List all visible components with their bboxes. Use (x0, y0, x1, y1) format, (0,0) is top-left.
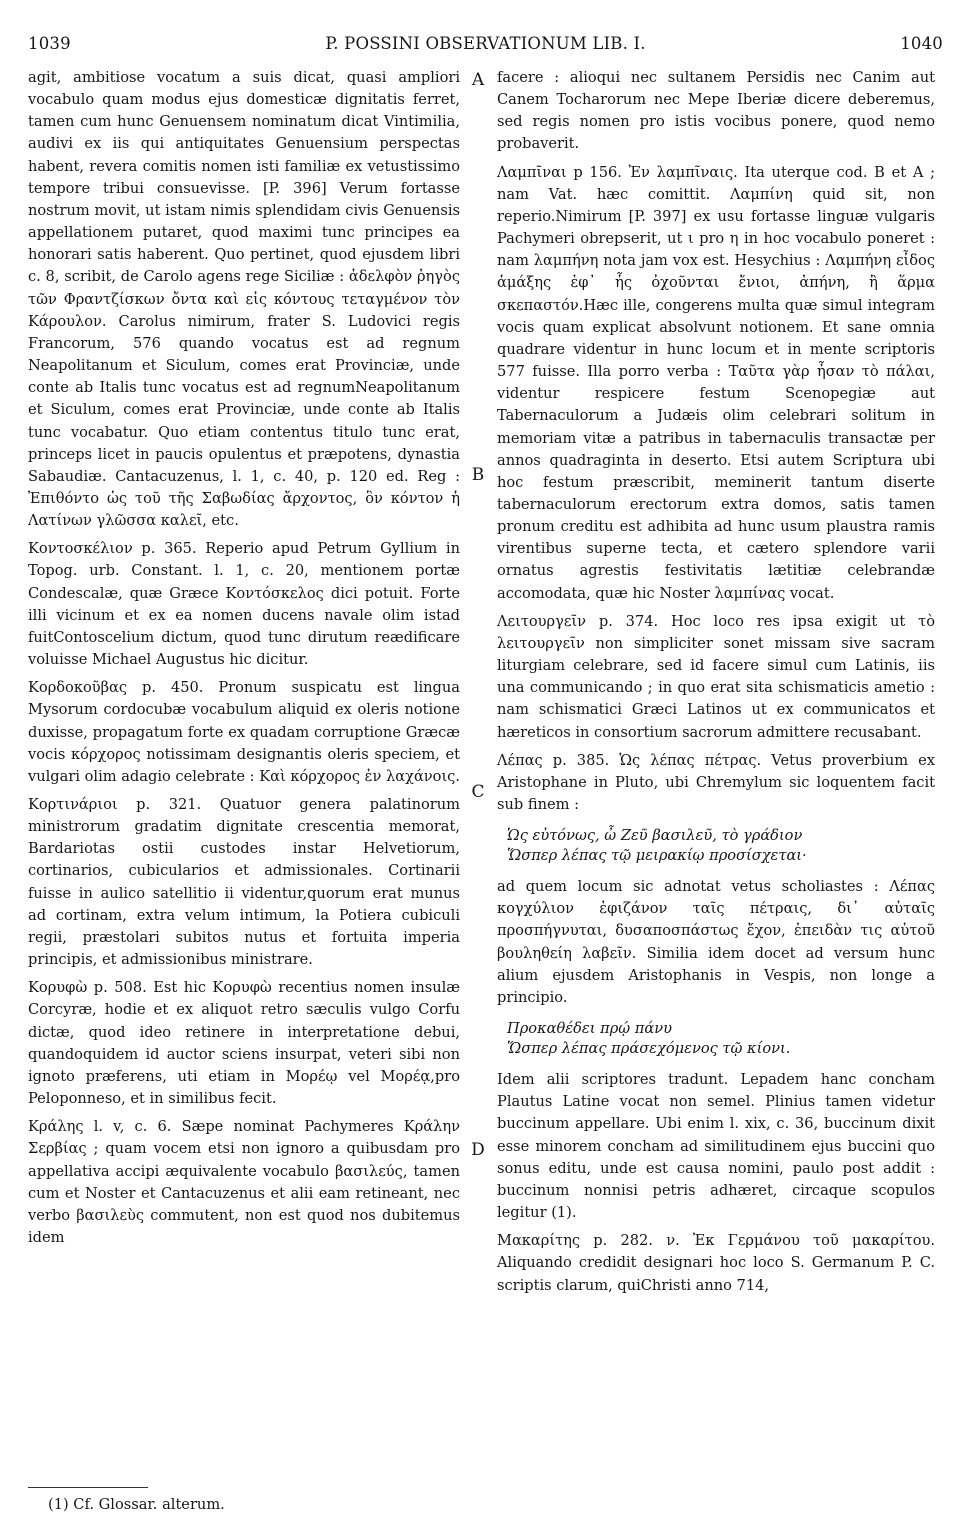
entry-continuation: facere : alioqui nec sultanem Persidis nec Canim aut Canem Tocharorum nec Mepe Iberiæ dicere deberemus, sed regis nomen pro istis vocibus ponere, quod nemo probaverit. (497, 69, 935, 153)
margin-letter-b: B (471, 465, 485, 485)
margin-letter-a: A (471, 70, 485, 90)
verse-pluto: Ὡς εὐτόνως, ὦ Ζεῦ βασιλεῦ, τὸ γράδιον Ὥσπερ λέπας τῷ μειρακίῳ προσίσχεται· (507, 827, 807, 865)
entry-lepadem: Idem alii scriptores tradunt. Lepadem hanc concham Plautus Latine vocat non semel. Plinius tamen videtur buccinum appellare. Ubi enim l. xix, c. 36, buccinum dixit esse minorem concham ad similitudinem ejus buccini quo sonus editu, unde est causa nomini, paulo post addit : buccinum nonnisi petris adhæret, circaque scopulos legitur (1). (497, 1071, 935, 1222)
entry-kontoskelion: Κοντοσκέλιον p. 365. Reperio apud Petrum Gyllium in Topog. urb. Constant. l. 1, c. 20, mentionem portæ Condescalæ, quæ Græce Κοντόσκελος dici potuit. Forte illi vicinum et ex ea nomen ducens navale olim istad fuitContoscelium dictum, quod tunc dirutum reædificare voluisse Michael Augustus hic dicitur. (28, 540, 460, 669)
right-column (497, 67, 935, 1297)
verse-vespis: Προκαθέδει πρῴ πάνυ Ὥσπερ λέπας πράσεχόμενος τῷ κίονι. (507, 1020, 791, 1058)
page-header (28, 34, 943, 60)
running-title: P. POSSINI OBSERVATIONUM LIB. I. (325, 34, 646, 53)
entry-kordokoubas: Κορδοκοῦβας p. 450. Pronum suspicatu est linguа Mysorum cordocubæ vocabulum aliquid ex oleris notione duxisse, propagatum forte ex quadam corruptione Græcæ vocis κόρχορος notissimam designantis oleris speciem, et vulgari olim adagio celebrate : Καὶ κόρχορος ἐν λαχάνοις. (28, 679, 460, 785)
page-number-left: 1039 (28, 34, 71, 53)
entry-comes: agit, ambitiose vocatum a suis dicat, quasi ampliori vocabulo quam modus ejus domesticæ dignitatis ferret, tamen cum hunc Genuensem nominatum dicat Vintimilia, audivi ex iis qui antiquitates Genuensium perspectas habent, revera comitis nomen isti familiæ ex vetustissimo tempore tribui consuevisse. [P. 396] Verum fortasse nostrum movit, ut istam nimis splendidam civis Genuensis appellationem putaret, quod maximi tunc principes ea honorari satis haberent. Quo pertinet, quod ejusdem libri c. 8, scribit, de Carolo agens rege Siciliæ : ἀδελφὸν ῥηγὸς τῶν Φραντζίσκων ὄντα καὶ εἰς κόντους τεταγμένον τὸν Κάρουλον. Carolus nimirum, frater S. Ludovici regis Francorum, 576 quando vocatus est ad regnum Neapolitanum et Siculum, comes erat Provinciæ, unde conte ab Italis tunc vocatus est ad regnumNeapolitanum et Siculum, comes erat Provinciæ, unde conte ab Italis tunc vocabatur. Quo etiam contentus titulo tunc erat, princeps licet in paucis opulentus et præpotens, dynastia Sabaudiæ. Cantacuzenus, l. 1, c. 40, p. 120 ed. Reg : Ἐπιθόντο ὡς τοῦ τῆς Σαβωδίας ἄρχοντος, ὃν κόντον ἡ Λατίνων γλῶσσα καλεῖ, etc. (28, 69, 460, 530)
entry-makarites: Μακαρίτης p. 282. ν. Ἐκ Γερμάνου τοῦ μακαρίτου. Aliquando credidit designari hoc loco S. Germanum P. C. scriptis clarum, quiChristi anno 714, (497, 1232, 935, 1294)
left-column (28, 67, 460, 1249)
footnote-rule (28, 1487, 148, 1488)
entry-leitourgein: Λειτουργεῖν p. 374. Hoc loco res ipsa exigit ut τὸ λειτουργεῖν non simpliciter sonet missam sive sacram liturgiam celebrare, sed id facere simul cum Latinis, iis una communicando ; in quo erat sita schismaticis ametio : nam schismatici Græci Latinos ut ex communicatos et hæreticos in consortium sacrorum admittere recusabant. (497, 612, 935, 741)
entry-krales: Κράλης l. v, c. 6. Sæpe nominat Pachymeres Κράλην Σερβίας ; quam vocem etsi non ignoro a quibusdam pro appellativa accipi æquivalente vocabulo βασιλεύς, tamen cum et Noster et Cantacuzenus et alii eam retineant, nec verbo βασιλεὺς commutent, non est quod nos dubitemus idem (28, 1118, 460, 1246)
margin-letter-d: D (471, 1140, 485, 1160)
page-number-right: 1040 (900, 34, 943, 53)
margin-letter-c: C (471, 782, 485, 802)
entry-lampinai: Λαμπῖναι p 156. Ἐν λαμπῖναις. Ita uterque cod. B et A ; nam Vat. hæc comittit. Λαμπίνη quid sit, non reperio.Nimirum [P. 397] ex usu fortasse linguæ vulgaris Pachymeri obrepserit, ut ι pro η in hoc vocabulo poneret : nam λαμπήνη nota jam vox est. Hesychius : Λαμπήνη εἶδος ἁμάξης ἐφ᾿ ἧς ὀχοῦνται ἔνιοι, ἀπήνη, ἢ ἅρμα σκεπαστόν.Hæc ille, congerens multa quæ simul integram vocis quam explicat absolvunt notionem. Et sane omnia quadrare videntur in hunc locum et in mente scriptoris 577 fuisse. Illa porro verba : Ταῦτα γὰρ ἦσαν τὸ πάλαι, videntur respicere festum Scenopegiæ aut Tabernaculorum a Judæis olim celebrari solitum in memoriam vitæ a patribus in tabernaculis transactæ per annos quadraginta in deserto. Etsi autem Scriptura ubi hoc festum præscribit, meminerit tantum diserte tabernaculorum erectorum extra domos, satis tamen pronum creditu est adhibita ad hunc usum plaustra ramis virentibus superne tecta, et cætero splendore varii ornatus agrestis festivitatis lætitiæ celebrandæ accomodata, quæ hic Noster λαμπίνας vocat. (497, 163, 935, 602)
entry-koryfo: Κορυφὼ p. 508. Est hic Κορυφὼ recentius nomen insulæ Corcyræ, hodie et ex aliquot retro sæculis vulgo Corfu dictæ, quod ideo retinere in interpretatione debui, quandoquidem id auctor sciens insurpat, veteri sibi non ignoto præferens, uti etiam in Μορέῳ vel Μορέᾳ,pro Peloponneso, et in similibus fecit. (28, 979, 460, 1108)
entry-kortinarioi: Κορτινάριοι p. 321. Quatuor genera palatinorum ministrorum gradatim dignitate crescentia memorat, Bardariotas ostii custodes instar Helvetiorum, cortinarios, cubicularios et admissionales. Cortinarii fuisse in aulico satellitio ii videntur,quorum erat munus ad cortinam, extra velum intimum, la Potiera cubiculi regii, præstolari subitos nutus et fortuita imperia principis, et admissionibus ministrare. (28, 796, 460, 969)
entry-scholiastes: ad quem locum sic adnotat vetus scholiastes : Λέπας κογχύλιον ἐφιζάνον ταῖς πέτραις, δι᾿ αὐταῖς προσπήγνυται, δυσαποσπάστως ἔχον, ἐπειδὰν τις αὐτοῦ βουληθείη λαβεῖν. Similia idem docet ad versum hunc alium ejusdem Aristophanis in Vespis, non longe a principio. (497, 878, 935, 1006)
entry-lepas: Λέπας p. 385. Ὡς λέπας πέτρας. Vetus proverbium ex Aristophane in Pluto, ubi Chremylum sic loquentem facit sub finem : (497, 751, 935, 813)
footnote: (1) Cf. Glossar. alterum. (48, 1496, 225, 1513)
